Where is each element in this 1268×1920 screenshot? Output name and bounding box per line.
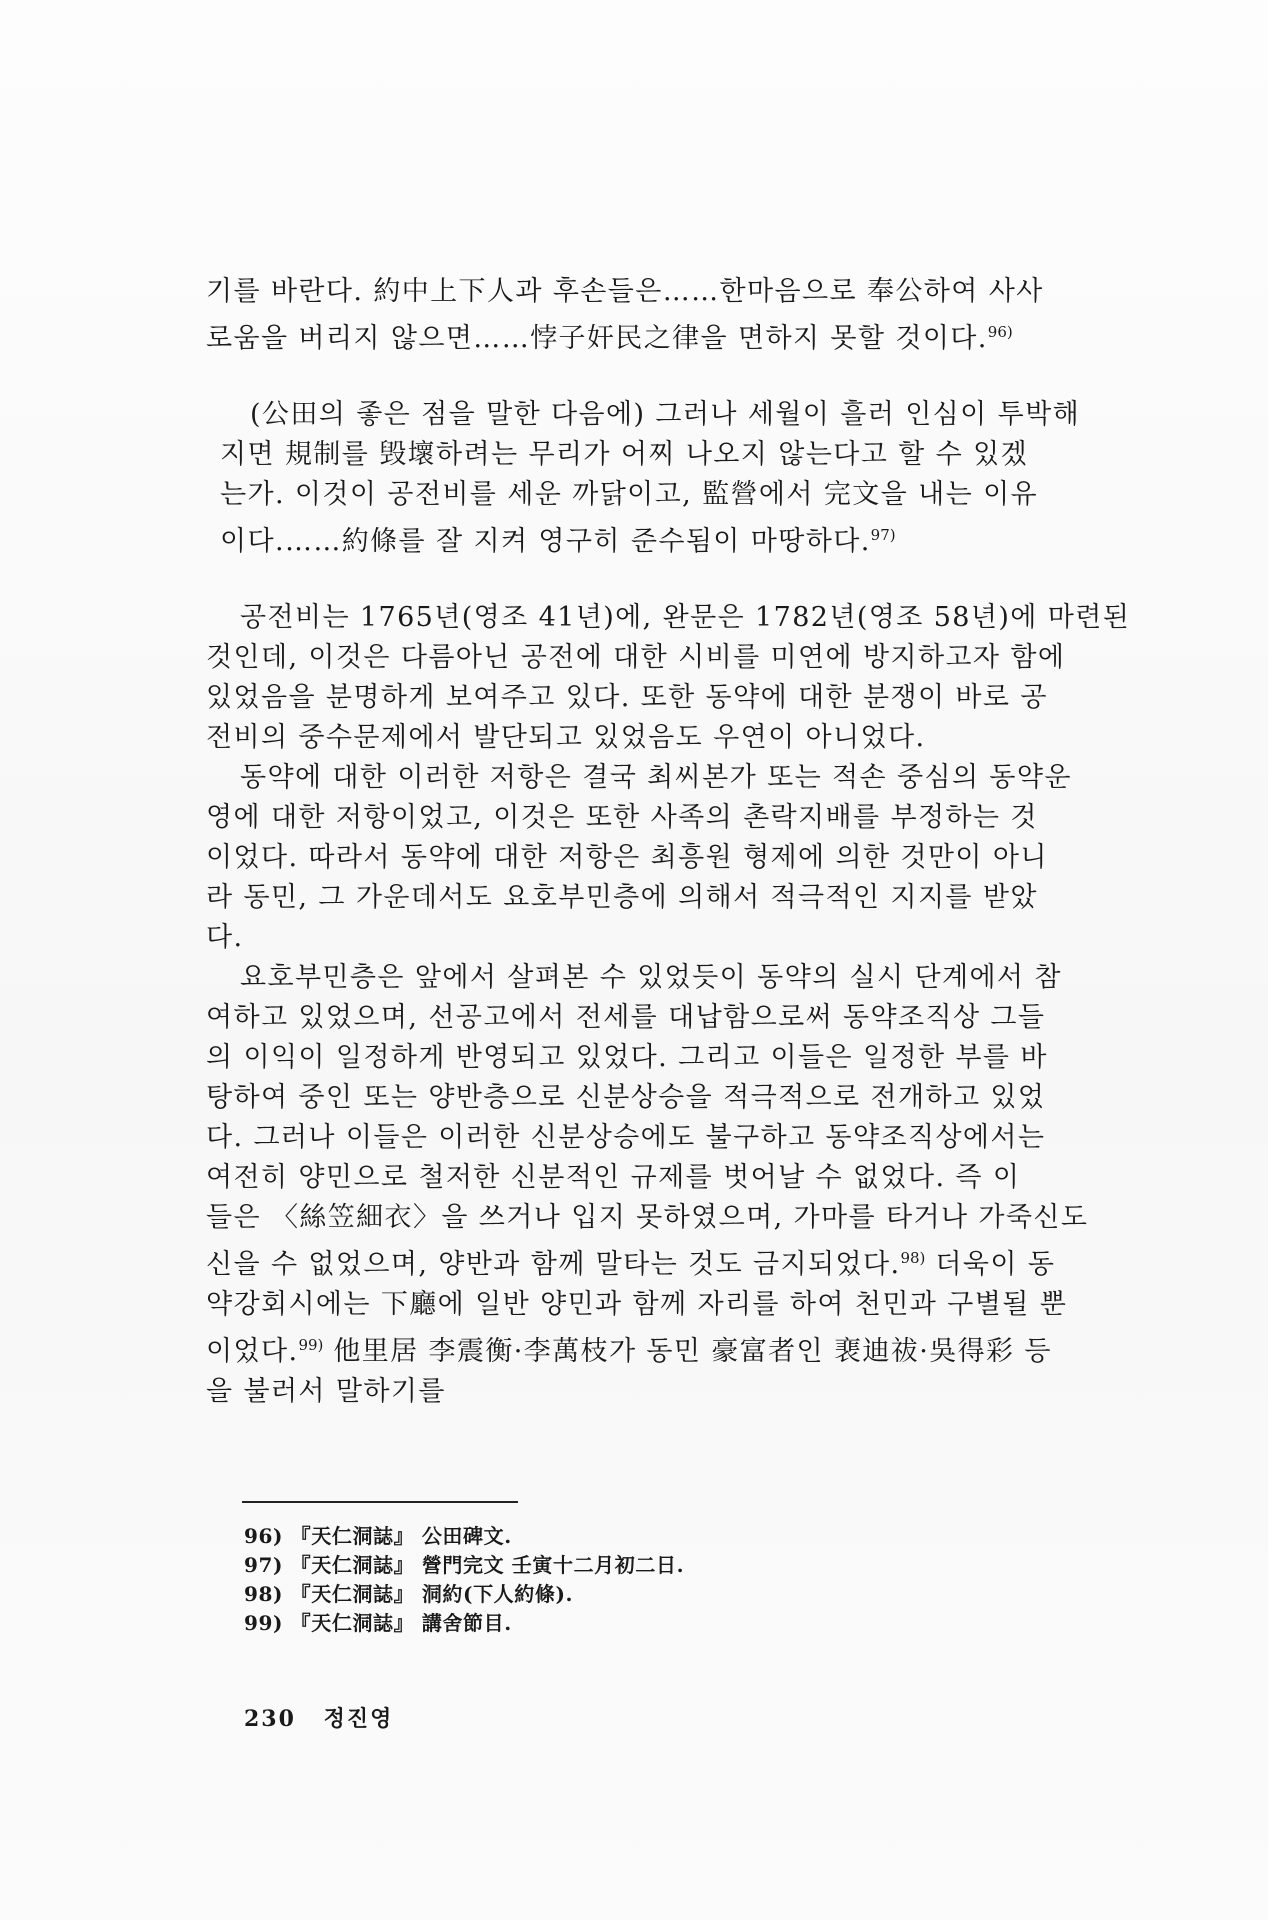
text-line: 다. 그러나 이들은 이러한 신분상승에도 불구하고 동약조직상에서는	[206, 1122, 1046, 1153]
text-line: 여전히 양민으로 철저한 신분적인 규제를 벗어날 수 없었다. 즉 이	[206, 1162, 1021, 1193]
text-line: 지면 規制를 毁壞하려는 무리가 어찌 나오지 않는다고 할 수 있겠	[220, 439, 1029, 470]
text-line: 동약에 대한 이러한 저항은 결국 최씨본가 또는 적손 중심의 동약운	[240, 762, 1072, 793]
text-line: 의 이익이 일정하게 반영되고 있었다. 그리고 이들은 일정한 부를 바	[206, 1042, 1048, 1073]
text-span: 他里居 李震衡·李萬枝가 동민 豪富者인 裵迪祓·吳得彩 등	[323, 1336, 1052, 1367]
text-line	[206, 312, 1134, 359]
text-span: 더욱이 동	[925, 1249, 1056, 1280]
text-line	[206, 1238, 1134, 1285]
paragraph	[206, 758, 1134, 958]
text-line: 들은 〈絲笠細衣〉을 쓰거나 입지 못하였으며, 가마를 타거나 가죽신도	[206, 1202, 1089, 1233]
paragraph-gap	[206, 562, 1134, 598]
footnote-divider	[242, 1501, 518, 1503]
text-line: 기를 바란다. 約中上下人과 후손들은……한마음으로 奉公하여 사사	[206, 276, 1044, 307]
footnote-ref-98: 98)	[900, 1249, 926, 1267]
text-line: 을 불러서 말하기를	[206, 1376, 446, 1407]
paragraph	[206, 598, 1134, 758]
continued-quote-paragraph	[206, 272, 1134, 359]
block-quote	[206, 395, 1134, 562]
text-line: (公田의 좋은 점을 말한 다음에) 그러나 세월이 흘러 인심이 투박해	[250, 399, 1081, 430]
text-line: 영에 대한 저항이었고, 이것은 또한 사족의 촌락지배를 부정하는 것	[206, 802, 1038, 833]
body-text	[206, 272, 1134, 1412]
text-line: 전비의 중수문제에서 발단되고 있었음도 우연이 아니었다.	[206, 722, 926, 753]
footnote-ref-97: 97)	[870, 526, 896, 544]
page-number: 230	[244, 1706, 296, 1732]
footnote-item: 98) 『天仁洞誌』 洞約(下人約條).	[244, 1582, 574, 1606]
text-line	[206, 1325, 1134, 1372]
footnote-ref-96: 96)	[987, 323, 1013, 341]
text-line: 것인데, 이것은 다름아닌 공전에 대한 시비를 미연에 방지하고자 함에	[206, 642, 1066, 673]
text-line: 이었다. 따라서 동약에 대한 저항은 최흥원 형제에 의한 것만이 아니	[206, 842, 1048, 873]
text-line: 있었음을 분명하게 보여주고 있다. 또한 동약에 대한 분쟁이 바로 공	[206, 682, 1048, 713]
text-line: 공전비는 1765년(영조 41년)에, 완문은 1782년(영조 58년)에 마련된	[240, 602, 1131, 633]
footnote-item: 97) 『天仁洞誌』 營門完文 壬寅十二月初二日.	[244, 1553, 685, 1577]
text-line: 요호부민층은 앞에서 살펴본 수 있었듯이 동약의 실시 단계에서 참	[240, 962, 1062, 993]
footnote-ref-99: 99)	[298, 1336, 324, 1354]
text-span: 이다.……約條를 잘 지켜 영구히 준수됨이 마땅하다.	[220, 526, 871, 557]
text-line: 는가. 이것이 공전비를 세운 까닭이고, 監營에서 完文을 내는 이유	[220, 479, 1039, 510]
text-line: 다.	[206, 922, 244, 953]
paragraph-gap	[206, 359, 1134, 395]
text-line	[206, 515, 1134, 562]
author-name: 정진영	[323, 1706, 394, 1732]
footnotes	[244, 1522, 764, 1638]
text-span: 이었다.	[206, 1336, 299, 1367]
text-line: 탕하여 중인 또는 양반층으로 신분상승을 적극적으로 전개하고 있었	[206, 1082, 1046, 1113]
text-span: 신을 수 없었으며, 양반과 함께 말타는 것도 금지되었다.	[206, 1249, 901, 1280]
text-line: 라 동민, 그 가운데서도 요호부민층에 의해서 적극적인 지지를 받았	[206, 882, 1038, 913]
page-footer	[244, 1702, 393, 1733]
footnote-item: 99) 『天仁洞誌』 講舍節目.	[244, 1611, 512, 1635]
text-span: 로움을 버리지 않으면……悖子奸民之律을 면하지 못할 것이다.	[206, 323, 988, 354]
paragraph	[206, 958, 1134, 1412]
footnote-item: 96) 『天仁洞誌』 公田碑文.	[244, 1524, 512, 1548]
text-line: 여하고 있었으며, 선공고에서 전세를 대납함으로써 동약조직상 그들	[206, 1002, 1046, 1033]
text-line: 약강회시에는 下廳에 일반 양민과 함께 자리를 하여 천민과 구별될 뿐	[206, 1289, 1068, 1320]
